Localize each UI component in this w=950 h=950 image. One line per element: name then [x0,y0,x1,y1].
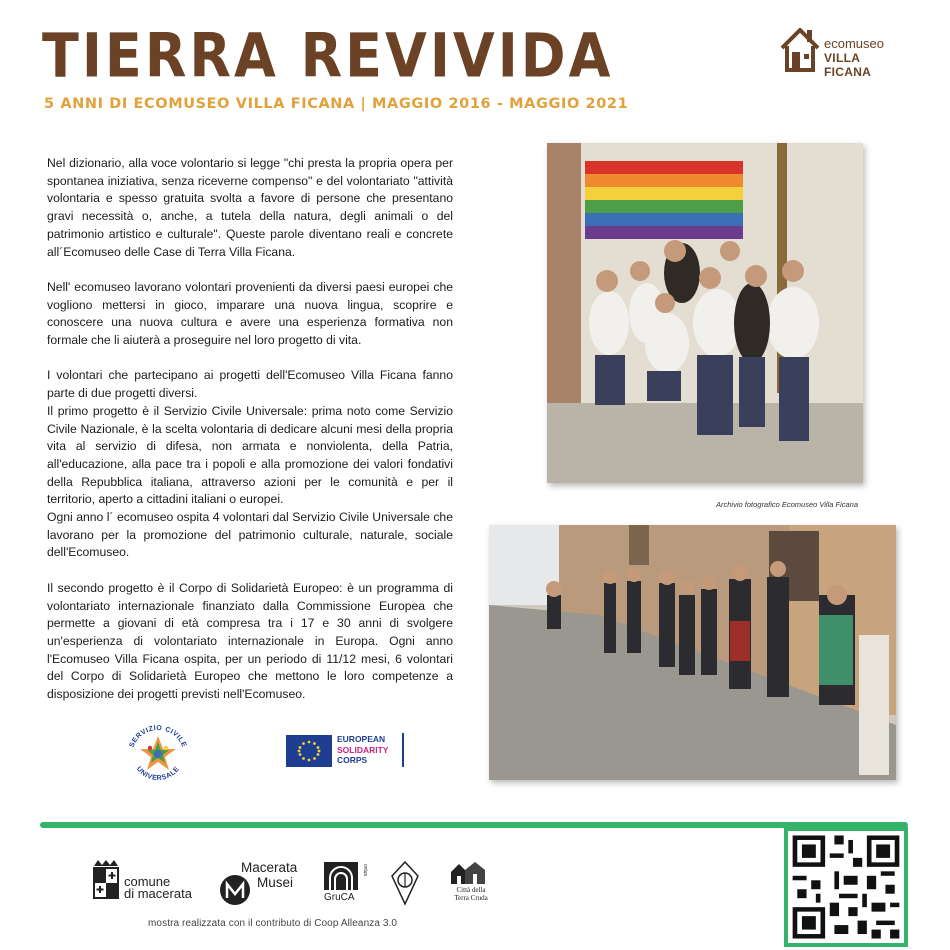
group-photo-flag [547,143,863,483]
seal-icon [388,860,422,906]
logo-line2: VILLA FICANA [824,51,872,79]
page-title: TIERRA REVIVIDA [42,20,614,91]
servizio-civile-universale-logo [122,718,194,790]
gruca-logo [322,860,372,906]
green-divider [40,822,908,828]
citta-line2: Terra Cruda [454,894,488,902]
paragraph: I volontari che partecipano ai progetti dell'Ecomuseo Villa Ficana fanno parte di due progetti diversi. [47,368,453,401]
gruca-label: GruCA [324,892,355,903]
esc-line3: CORPS [337,755,368,765]
paragraph: Il secondo progetto è il Corpo di Solidarietà Europeo: è un programma di volontariato internazionale finanziato dalla Commissione Europea che permette a giovani di età compresa tra i 17 e 30 anni di svolgere un'esperienza di volontariato internazionale in Europa. Ogni anno l'Ecomuseo Villa Ficana ospita, per un periodo di 11/12 mesi, 6 volontari del Corpo di Solidarietà Europeo che mettono le loro competenze a disposizione dei progetti previsti nell'Ecomuseo. [47,580,453,702]
comune-line1: comune [124,874,171,889]
eu-flag-icon [286,735,332,767]
photo-caption: Archivio fotografico Ecomuseo Villa Ficana [716,500,859,509]
paragraph: Il primo progetto è il Servizio Civile Universale: prima noto come Servizio Civile Nazionale, è la scelta volontaria di dedicare alcuni mesi della propria vita al servizio di difesa, non armata e nonviolenta, della Patria, all'educazione, alla pace tra i popoli e alla promozione dei valori fondativi della Repubblica italiana, attraverso azioni per le comunità e per il territorio, aperto a cittadini italiani o europei. [47,403,453,507]
qr-code[interactable] [784,827,908,947]
citta-della-terra-cruda-logo [443,860,493,906]
european-solidarity-corps-logo [286,733,406,769]
citta-line1: Città della [456,886,486,894]
esc-line2: SOLIDARITY [337,744,389,755]
musei-line1: Macerata [241,860,298,875]
house-icon [778,24,822,76]
esc-line1: EUROPEAN [337,734,386,744]
divider [402,733,404,767]
svg-text:SERVIZIO CIVILE: SERVIZIO CIVILE [128,724,188,749]
body-text [47,155,453,704]
page-subtitle: 5 ANNI DI ECOMUSEO VILLA FICANA | MAGGIO 2016 - MAGGIO 2021 [44,96,629,112]
seal-logo [388,860,422,906]
footer-credit: mostra realizzata con il contributo di Coop Alleanza 3.0 [148,918,398,929]
gruca-small-label: onlus [362,864,368,876]
houses-icon [449,860,493,886]
musei-line2: Musei [257,875,294,890]
rainbow-flag [585,161,743,239]
qr-code-icon [788,831,904,943]
paragraph: Nel dizionario, alla voce volontario si legge "chi presta la propria opera per spontanea iniziativa, senza riceverne compenso" e del volontariato "attività volontaria e spesso gratuita svolta a favore di persone che presentano gravi necessità o, anche, a tutela della natura, degli animali o del patrimonio artistico e culturale". Queste parole diventano reali e concrete all´Ecomuseo delle Case di Terra Villa Ficana. [47,156,453,259]
macerata-musei-logo [219,860,301,908]
ecomuseo-logo [778,24,908,79]
paragraph: Nell' ecomuseo lavorano volontari provenienti da diversi paesi europei che vogliono mettersi in gioco, imparare una nuova lingua, scoprire e conoscere una nuova cultura e avere una esperienza formativa non formale che li aiuterà a proseguire nel loro progetto di vita. [47,279,453,348]
musei-mark-icon [219,868,255,916]
comune-di-macerata-logo [92,860,212,906]
group-photo-street [489,525,896,780]
paragraph: Ogni anno l´ ecomuseo ospita 4 volontari dal Servizio Civile Universale che lavorano per la promozione del patrimonio culturale, naturale, sociale dell'Ecomuseo. [47,510,453,560]
crest-icon [92,860,120,900]
svg-text:UNIVERSALE: UNIVERSALE [134,765,182,783]
arch-icon [324,862,360,892]
logo-line1: ecomuseo [824,36,884,51]
comune-line2: di macerata [124,886,192,901]
